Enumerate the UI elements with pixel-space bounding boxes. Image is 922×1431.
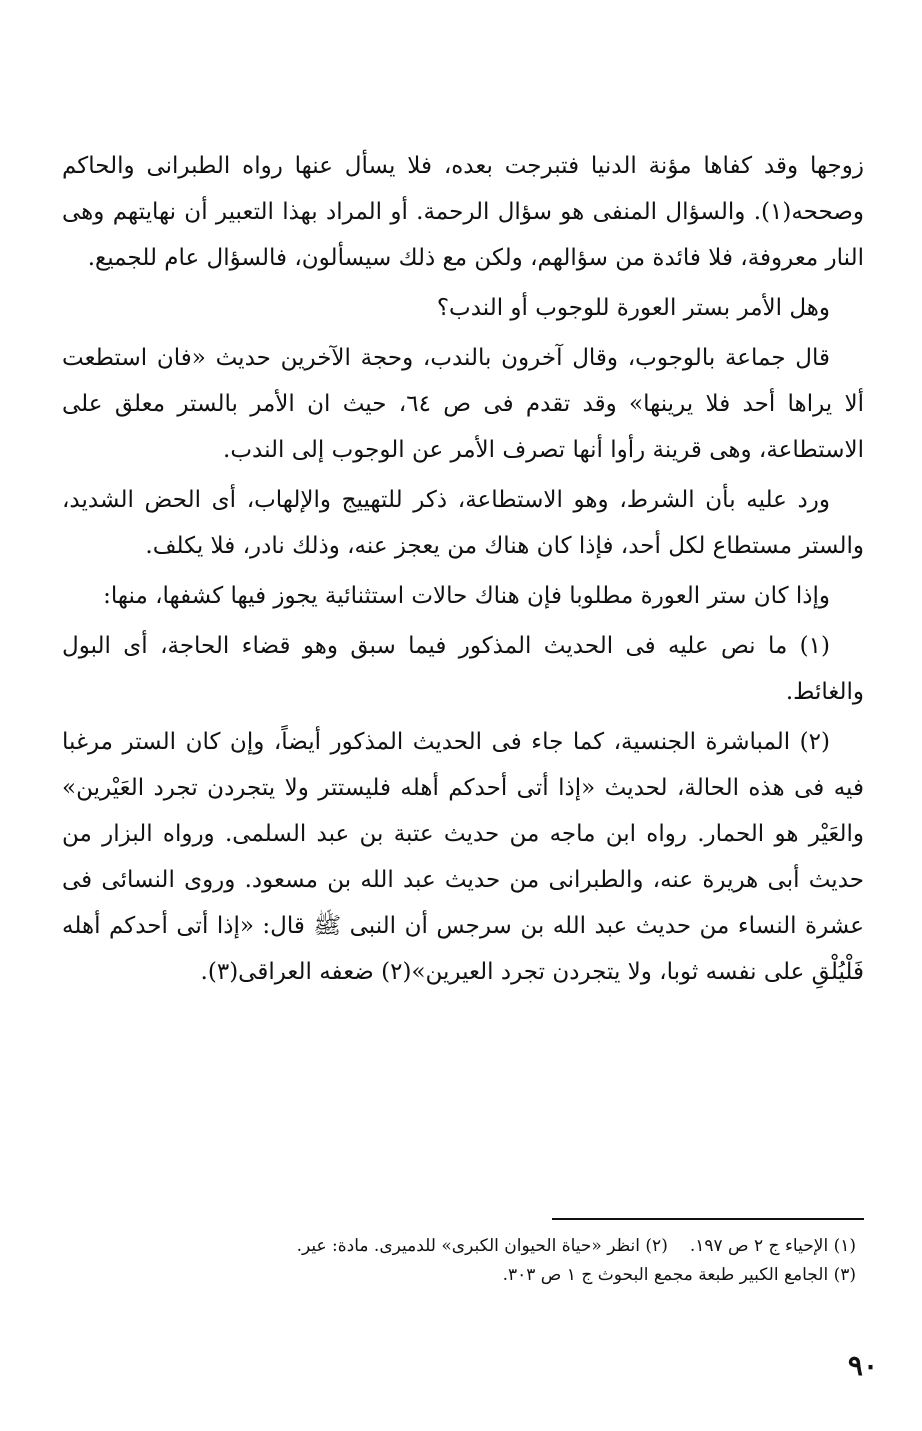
paragraph-7: (٢) المباشرة الجنسية، كما جاء فى الحديث المذكور أيضاً، وإن كان الستر مرغبا فيه فى هذه الحالة، لحديث «إذا أتى أحدكم أهله فليستتر ولا يتجردن تجرد العَيْرين» والعَيْر هو الحمار. رواه ابن ماجه من حديث عتبة بن عبد السلمى. ورواه البزار من حديث أبى هريرة عنه، والطبرانى من حديث عبد الله بن مسعود. وروى النسائى فى عشرة النساء من حديث عبد الله بن سرجس أن النبى ﷺ قال: «إذا أتى أحدكم أهله فَلْيُلْقِ على نفسه ثوبا، ولا يتجردن تجرد العيرين»(٢) ضعفه العراقى(٣).	[62, 729, 864, 985]
paragraph-4: ورد عليه بأن الشرط، وهو الاستطاعة، ذكر للتهييج والإلهاب، أى الحض الشديد، والستر مستطاع لكل أحد، فإذا كان هناك من يعجز عنه، وذلك نادر، فلا يكلف.	[62, 487, 864, 559]
footnote-3: (٣) الجامع الكبير طبعة مجمع البحوث ج ١ ص ٣٠٣.	[502, 1265, 856, 1285]
body-text	[62, 143, 864, 999]
paragraph-6: (١) ما نص عليه فى الحديث المذكور فيما سبق وهو قضاء الحاجة، أى البول والغائط.	[62, 633, 864, 705]
paragraph-5: وإذا كان ستر العورة مطلوبا فإن هناك حالات استثنائية يجوز فيها كشفها، منها:	[103, 583, 830, 609]
footnotes	[62, 1232, 856, 1290]
footnote-1: (١) الإحياء ج ٢ ص ١٩٧.	[689, 1236, 856, 1256]
footnote-line-2	[62, 1261, 856, 1290]
book-page	[62, 0, 864, 1431]
footnote-2: (٢) انظر «حياة الحيوان الكبرى» للدميرى. مادة: عير.	[296, 1236, 668, 1256]
paragraph-3: قال جماعة بالوجوب، وقال آخرون بالندب، وحجة الآخرين حديث «فان استطعت ألا يراها أحد فلا يرينها» وقد تقدم فى ص ٦٤، حيث ان الأمر بالستر معلق على الاستطاعة، وهى قرينة رأوا أنها تصرف الأمر عن الوجوب إلى الندب.	[62, 345, 865, 463]
paragraph-1: زوجها وقد كفاها مؤنة الدنيا فتبرجت بعده، فلا يسأل عنها رواه الطبرانى والحاكم وصححه(١). والسؤال المنفى هو سؤال الرحمة. أو المراد بهذا التعبير أن نهايتهم وهى النار معروفة، فلا فائدة من سؤالهم، ولكن مع ذلك سيسألون، فالسؤال عام للجميع.	[62, 153, 864, 271]
page-number: ٩٠	[847, 1349, 878, 1382]
footnote-line-1	[62, 1232, 856, 1261]
paragraph-2: وهل الأمر بستر العورة للوجوب أو الندب؟	[436, 295, 830, 321]
footnote-divider	[552, 1218, 864, 1220]
